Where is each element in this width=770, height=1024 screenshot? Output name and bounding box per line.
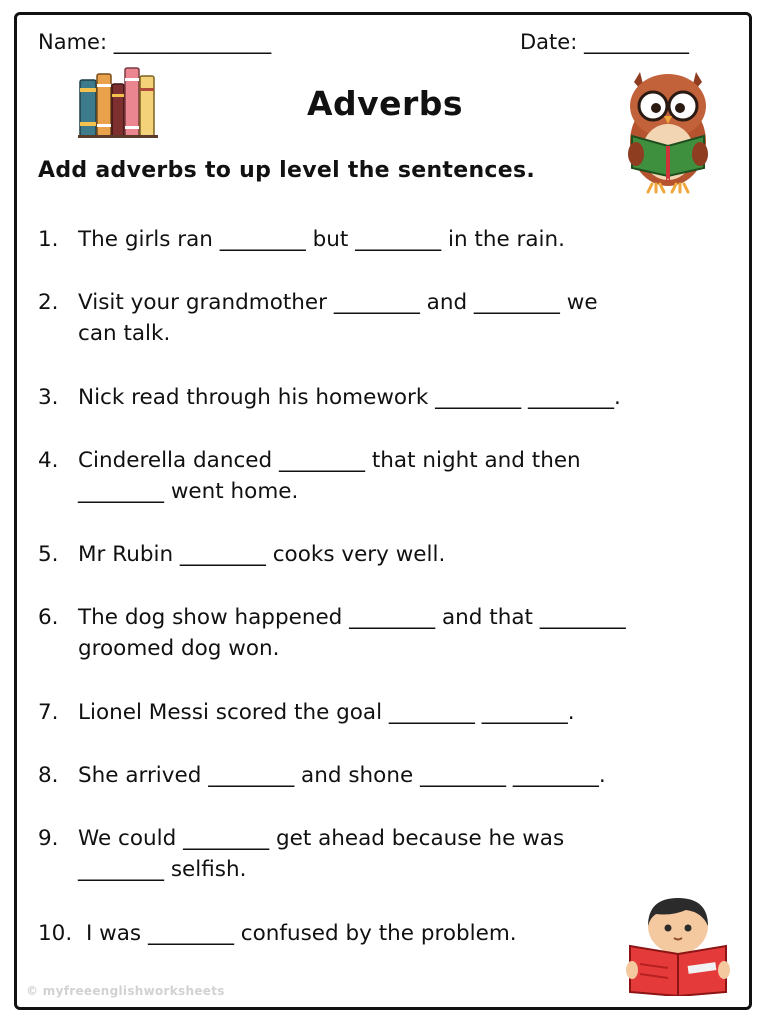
item-line: The dog show happened ________ and that ________ (78, 605, 626, 630)
name-line: Name: _______________ (38, 30, 272, 54)
item-number: 10. (38, 921, 73, 946)
item-number: 2. (38, 290, 59, 315)
item-line: can talk. (78, 321, 171, 346)
item-line: Mr Rubin ________ cooks very well. (78, 542, 446, 567)
item-number: 4. (38, 448, 59, 473)
date-line: Date: __________ (520, 30, 689, 54)
owl-reading-icon (618, 62, 718, 194)
item-number: 3. (38, 385, 59, 410)
item-number: 8. (38, 763, 59, 788)
item-line: She arrived ________ and shone ________ ________. (78, 763, 606, 788)
kid-reading-icon (626, 896, 730, 996)
item-line: ________ went home. (78, 479, 299, 504)
item-number: 7. (38, 700, 59, 725)
item-line: We could ________ get ahead because he was (78, 826, 565, 851)
item-line: I was ________ confused by the problem. (86, 921, 517, 946)
footer-credit: © myfreeenglishworksheets (26, 984, 225, 998)
item-number: 5. (38, 542, 59, 567)
item-number: 1. (38, 227, 59, 252)
item-line: Lionel Messi scored the goal ________ ________. (78, 700, 575, 725)
item-line: ________ selfish. (78, 857, 247, 882)
item-number: 6. (38, 605, 59, 630)
instruction-text: Add adverbs to up level the sentences. (38, 158, 536, 183)
item-number: 9. (38, 826, 59, 851)
item-line: Cinderella danced ________ that night and then (78, 448, 581, 473)
item-line: groomed dog won. (78, 636, 280, 661)
page-title: Adverbs (306, 84, 464, 123)
item-line: Visit your grandmother ________ and ________ we (78, 290, 598, 315)
item-line: The girls ran ________ but ________ in the rain. (78, 227, 565, 252)
item-line: Nick read through his homework ________ ________. (78, 385, 621, 410)
